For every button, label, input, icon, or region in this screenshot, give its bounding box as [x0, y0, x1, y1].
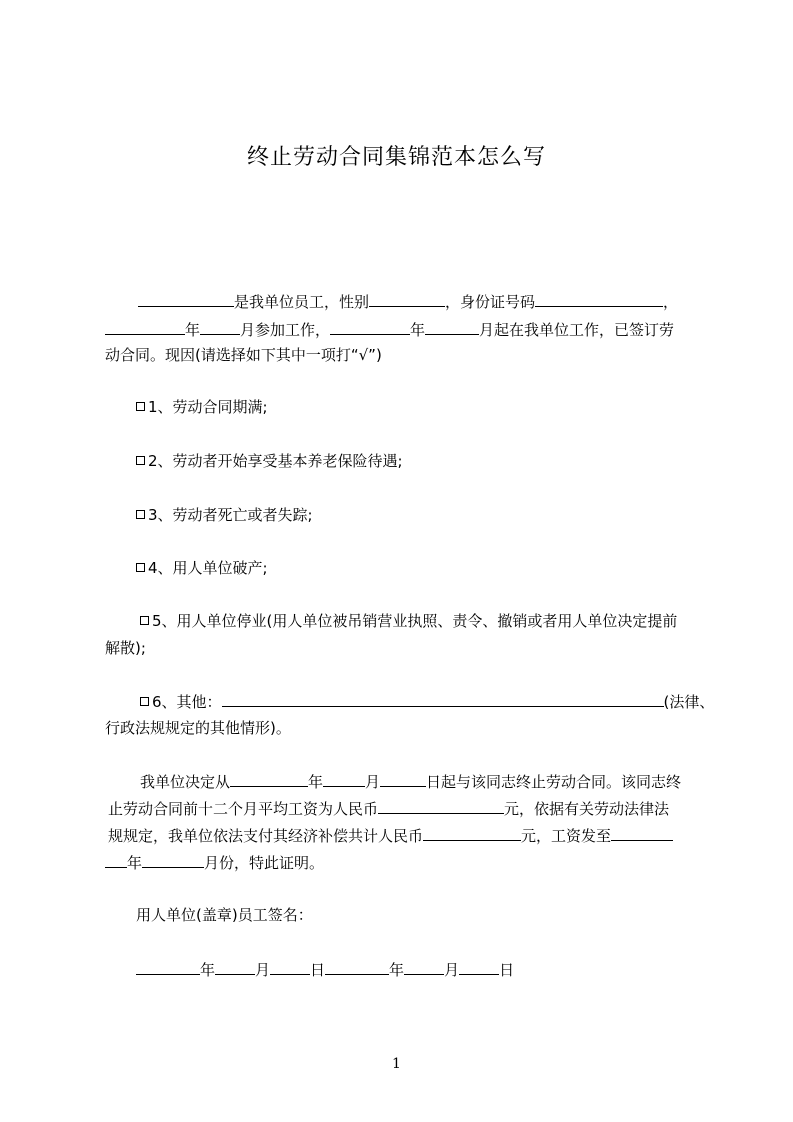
decision-line-2: 止劳动合同前十二个月平均工资为人民币 元，依据有关劳动法律法 [108, 797, 669, 819]
end-month-blank[interactable] [323, 770, 365, 787]
end-day-blank[interactable] [380, 770, 426, 787]
checkbox-icon[interactable] [136, 510, 145, 519]
work-start-month-blank[interactable] [200, 318, 240, 335]
employer-sign-month-blank[interactable] [215, 958, 255, 975]
salary-paid-year-blank[interactable] [105, 851, 127, 868]
signature-label: 用人单位(盖章)员工签名： [136, 906, 313, 924]
page-number: 1 [392, 1056, 401, 1072]
checkbox-icon[interactable] [140, 697, 149, 706]
decision-line-3: 规规定，我单位依法支付其经济补偿共计人民币 元，工资发至 [108, 824, 673, 846]
employee-sign-year-blank[interactable] [325, 958, 389, 975]
option-2[interactable]: 2、劳动者开始享受基本养老保险待遇; [136, 450, 403, 472]
employee-sign-day-blank[interactable] [459, 958, 499, 975]
employer-sign-day-blank[interactable] [270, 958, 310, 975]
option-4[interactable]: 4、用人单位破产; [136, 557, 268, 579]
decision-line-4: 年 月份，特此证明。 [105, 851, 324, 873]
employee-sign-month-blank[interactable] [404, 958, 444, 975]
other-reason-blank[interactable] [222, 690, 664, 707]
checkbox-icon[interactable] [136, 402, 145, 411]
signature-dates: 年 月 日 年 月 日 [136, 958, 514, 980]
compensation-amount-blank[interactable] [423, 824, 521, 841]
join-year-blank[interactable] [330, 318, 410, 335]
checkbox-icon[interactable] [140, 616, 149, 625]
join-month-blank[interactable] [425, 318, 479, 335]
decision-line-1: 我单位决定从 年 月 日起与该同志终止劳动合同。该同志终 [140, 770, 681, 792]
option-3[interactable]: 3、劳动者死亡或者失踪; [136, 504, 313, 526]
intro-line-3: 动合同。现因(请选择如下其中一项打“√”) [105, 346, 382, 364]
option-6-continuation: 行政法规规定的其他情形)。 [105, 719, 291, 737]
salary-paid-until-blank[interactable] [611, 824, 673, 841]
document-title: 终止劳动合同集锦范本怎么写 [246, 145, 546, 170]
gender-blank[interactable] [369, 290, 445, 307]
intro-line-2: 年 月参加工作， 年 月起在我单位工作，已签订劳 [105, 318, 674, 340]
option-1[interactable]: 1、劳动合同期满; [136, 396, 268, 418]
option-5-continuation: 解散); [105, 639, 146, 657]
option-6[interactable]: 6、其他： (法律、 [140, 690, 714, 712]
intro-line-1: 是我单位员工，性别 ，身份证号码 ， [138, 290, 678, 312]
salary-paid-month-blank[interactable] [142, 851, 204, 868]
checkbox-icon[interactable] [136, 563, 145, 572]
checkbox-icon[interactable] [136, 456, 145, 465]
average-salary-blank[interactable] [378, 797, 504, 814]
work-start-year-blank[interactable] [105, 318, 185, 335]
end-year-blank[interactable] [230, 770, 308, 787]
id-number-blank[interactable] [535, 290, 663, 307]
option-5[interactable]: 5、用人单位停业(用人单位被吊销营业执照、责令、撤销或者用人单位决定提前 [140, 610, 677, 632]
employer-sign-year-blank[interactable] [136, 958, 200, 975]
employee-name-blank[interactable] [138, 290, 234, 307]
